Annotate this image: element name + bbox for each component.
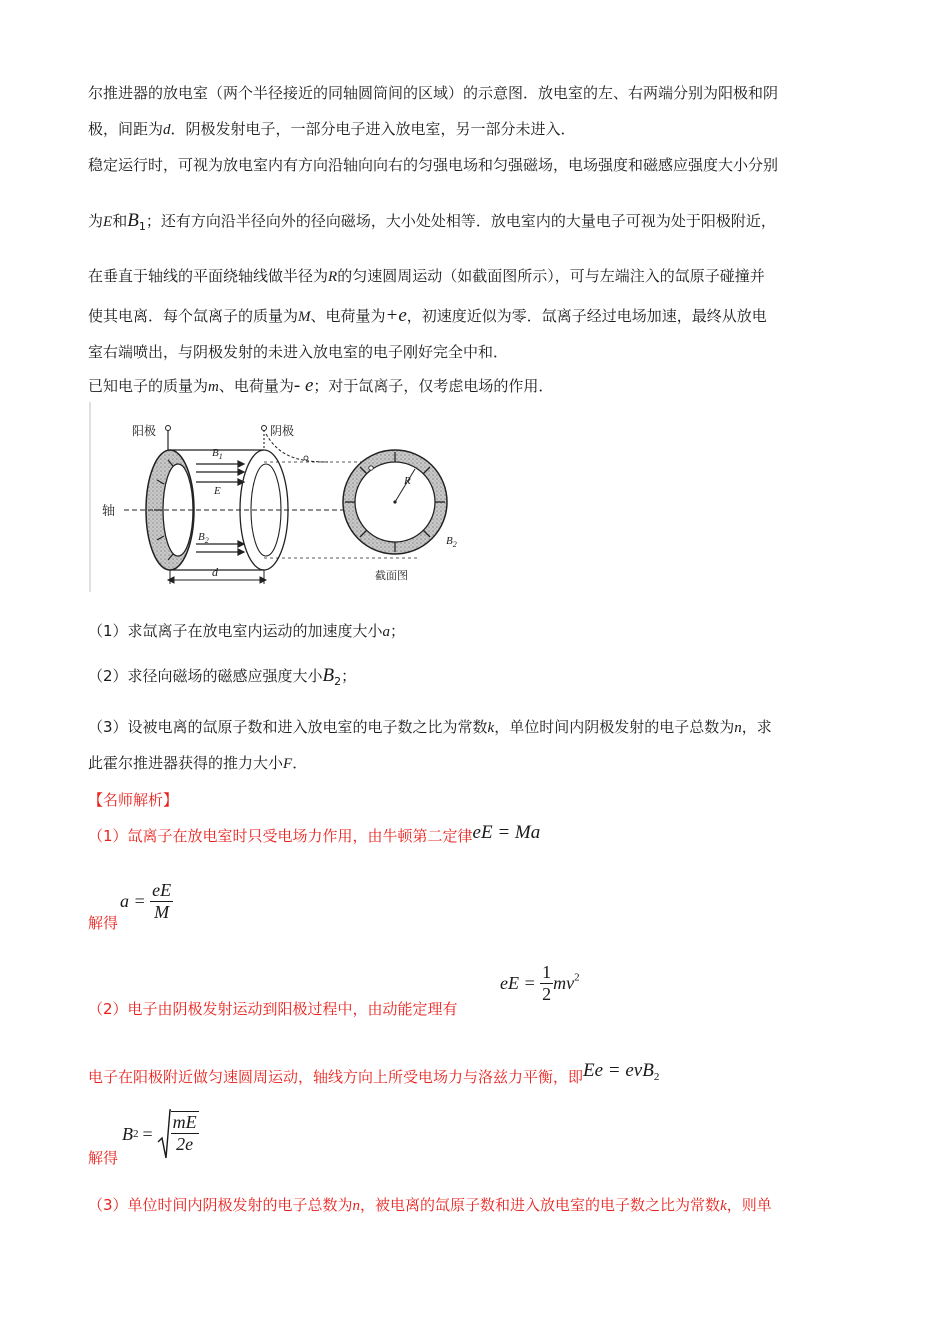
section-label: 截面图 (375, 569, 408, 582)
cathode-ring (240, 426, 328, 571)
intro-line-5: 在垂直于轴线的平面绕轴线做半径为R的匀速圆周运动（如截面图所示），可与左端注入的氙原子碰撞并 (88, 267, 765, 285)
analysis-step-2: （2）电子由阴极发射运动到阳极过程中，由动能定理有 (88, 1000, 458, 1018)
question-2: （2）求径向磁场的磁感应强度大小$B_2$； (88, 665, 357, 688)
analysis-header: 【名师解析】 (88, 791, 179, 809)
d-label: d (212, 565, 218, 579)
intro-line-7: 室右端喷出，与阴极发射的未进入放电室的电子刚好完全中和． (88, 343, 509, 361)
intro-line-4: 为E和$B_1$；还有方向沿半径向外的径向磁场，大小处处相等．放电室内的大量电子可视为处于阳极附近， (88, 210, 776, 233)
b2-left-label: $B_2$ (198, 531, 209, 545)
intro-line-2: 极，间距为d．阴极发射电子，一部分电子进入放电室，另一部分未进入． (88, 120, 576, 138)
analysis-solve-1: 解得 (88, 914, 119, 932)
intro-line-3: 稳定运行时，可视为放电室内有方向沿轴向向右的匀强电场和匀强磁场，电场强度和磁感应强度大小分别 (88, 156, 779, 174)
formula-a: a = $\frac{eE}{M}$ (120, 880, 172, 922)
question-3-line-2: 此霍尔推进器获得的推力大小F． (88, 754, 308, 772)
question-3-line-1: （3）设被电离的氙原子数和进入放电室的电子数之比为常数k，单位时间内阴极发射的电子总数为n，求 (88, 718, 772, 736)
cross-section (343, 450, 447, 554)
axis-label: 轴 (102, 504, 116, 519)
anode-ring (146, 426, 264, 571)
question-1: （1）求氙离子在放电室内运动的加速度大小a； (88, 622, 406, 640)
b1-label: $B_1$ (212, 447, 223, 461)
analysis-solve-2: 解得 (88, 1149, 119, 1167)
intro-line-1: 尔推进器的放电室（两个半径接近的同轴圆筒间的区域）的示意图．放电室的左、右两端分别为阳极和阴 (88, 84, 779, 102)
anode-label: 阳极 (132, 424, 157, 438)
analysis-step-3: 电子在阳极附近做匀速圆周运动，轴线方向上所受电场力与洛兹力平衡，即Ee = evB$_2$ (88, 1060, 660, 1086)
sqrt-sign (157, 1108, 171, 1160)
analysis-step-1: （1）氙离子在放电室时只受电场力作用，由牛顿第二定律eE = Ma (88, 822, 541, 845)
formula-b2: B 2 = $\frac{mE}{2e}$ (122, 1108, 199, 1160)
thruster-diagram (88, 402, 468, 592)
formula-energy: eE = $\frac{1}{2}$ $mv^2$ (500, 962, 580, 1004)
e-label: E (214, 485, 221, 497)
analysis-step-5: （3）单位时间内阴极发射的电子总数为n，被电离的氙原子数和进入放电室的电子数之比为常数k，则单 (88, 1196, 772, 1214)
cathode-label: 阴极 (270, 424, 295, 438)
intro-line-6: 使其电离．每个氙离子的质量为M、电荷量为+e，初速度近似为零．氙离子经过电场加速，最终从放电 (88, 305, 767, 326)
r-label: R (404, 475, 411, 487)
intro-line-8: 已知电子的质量为m、电荷量为- e；对于氙离子，仅考虑电场的作用． (88, 375, 554, 396)
b2-right-label: $B_2$ (446, 535, 457, 549)
